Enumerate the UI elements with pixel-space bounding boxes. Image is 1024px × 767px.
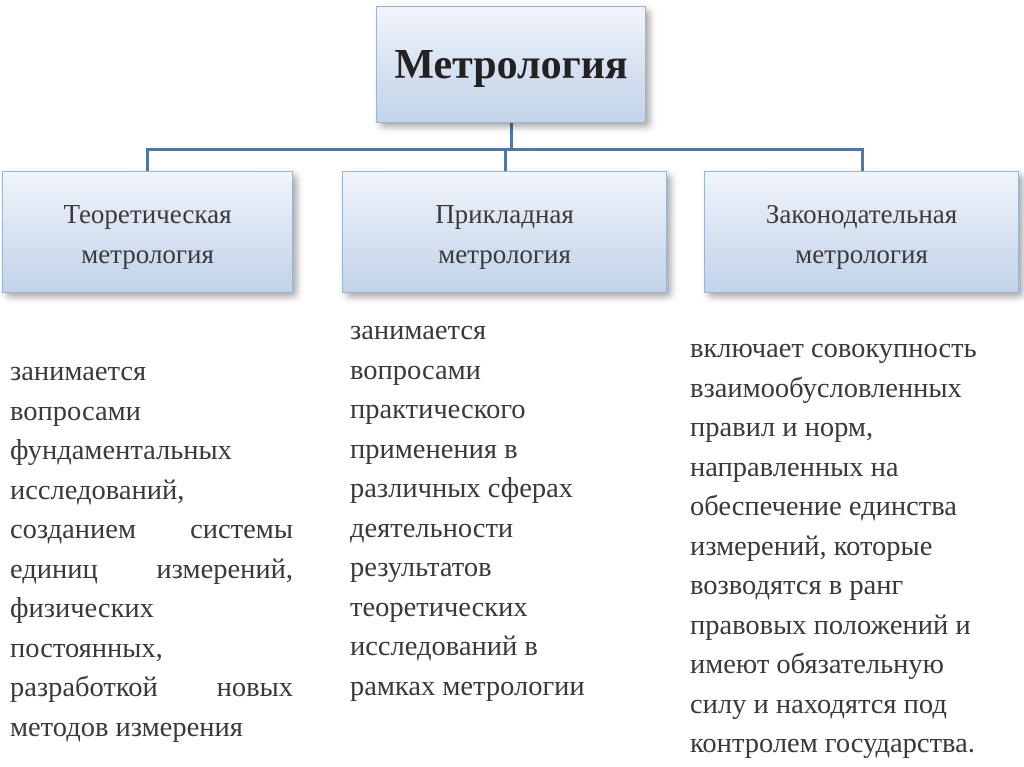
node-title-line: Прикладная (435, 199, 574, 229)
description-line: правил и норм, (690, 412, 874, 443)
description-theoretical (10, 352, 293, 747)
connector-zakon (861, 148, 864, 171)
connector-teor (146, 148, 149, 171)
connector-prikl (504, 148, 507, 171)
description-line: имеют обязательную (690, 649, 944, 680)
root-node-metrology (376, 6, 646, 123)
description-line: теоретических (350, 591, 528, 623)
description-line: исследований, (10, 474, 185, 506)
node-title-line: Теоретическая (63, 199, 232, 229)
description-line: контролем государства. (690, 728, 975, 759)
description-line: вопросами (350, 354, 481, 386)
description-line: измерений, которые (690, 530, 933, 562)
description-line: постоянных, (10, 632, 163, 664)
description-line: обеспечение единства (690, 491, 957, 522)
description-line: результатов (350, 552, 492, 583)
description-line: правовых положений и (690, 609, 971, 641)
node-title-line: метрология (795, 239, 928, 269)
description-legal (690, 329, 1010, 764)
description-line: применения в (350, 433, 518, 465)
node-title-line: метрология (438, 239, 571, 269)
description-line: включает совокупность (690, 333, 977, 364)
description-line: деятельности (350, 512, 514, 544)
description-line: исследований в (350, 631, 538, 662)
description-line: возводятся в ранг (690, 570, 904, 601)
connector-root-stem (510, 123, 513, 150)
description-line: методов измерения (10, 711, 243, 743)
description-line: практического (350, 394, 526, 425)
description-line: физических (10, 593, 154, 624)
description-line: занимается (10, 356, 147, 387)
description-applied (350, 311, 650, 706)
description-line: разработкой новых (10, 672, 293, 703)
description-line: фундаментальных (10, 435, 232, 466)
node-title-line: Законодательная (765, 199, 958, 229)
description-line: занимается (350, 315, 487, 346)
node-theoretical-metrology (2, 171, 293, 293)
node-legal-metrology (704, 171, 1019, 293)
description-line: рамках метрологии (350, 670, 585, 702)
description-line: направленных на (690, 451, 899, 483)
node-title-line: метрология (81, 239, 214, 269)
description-line: силу и находятся под (690, 688, 947, 720)
description-line: взаимообусловленных (690, 372, 962, 404)
description-line: различных сферах (350, 473, 574, 504)
root-node-label: Метрология (394, 41, 628, 88)
description-line: созданием системы (10, 514, 293, 545)
node-applied-metrology (342, 171, 667, 293)
description-line: единиц измерений, (10, 553, 293, 585)
description-line: вопросами (10, 395, 141, 427)
